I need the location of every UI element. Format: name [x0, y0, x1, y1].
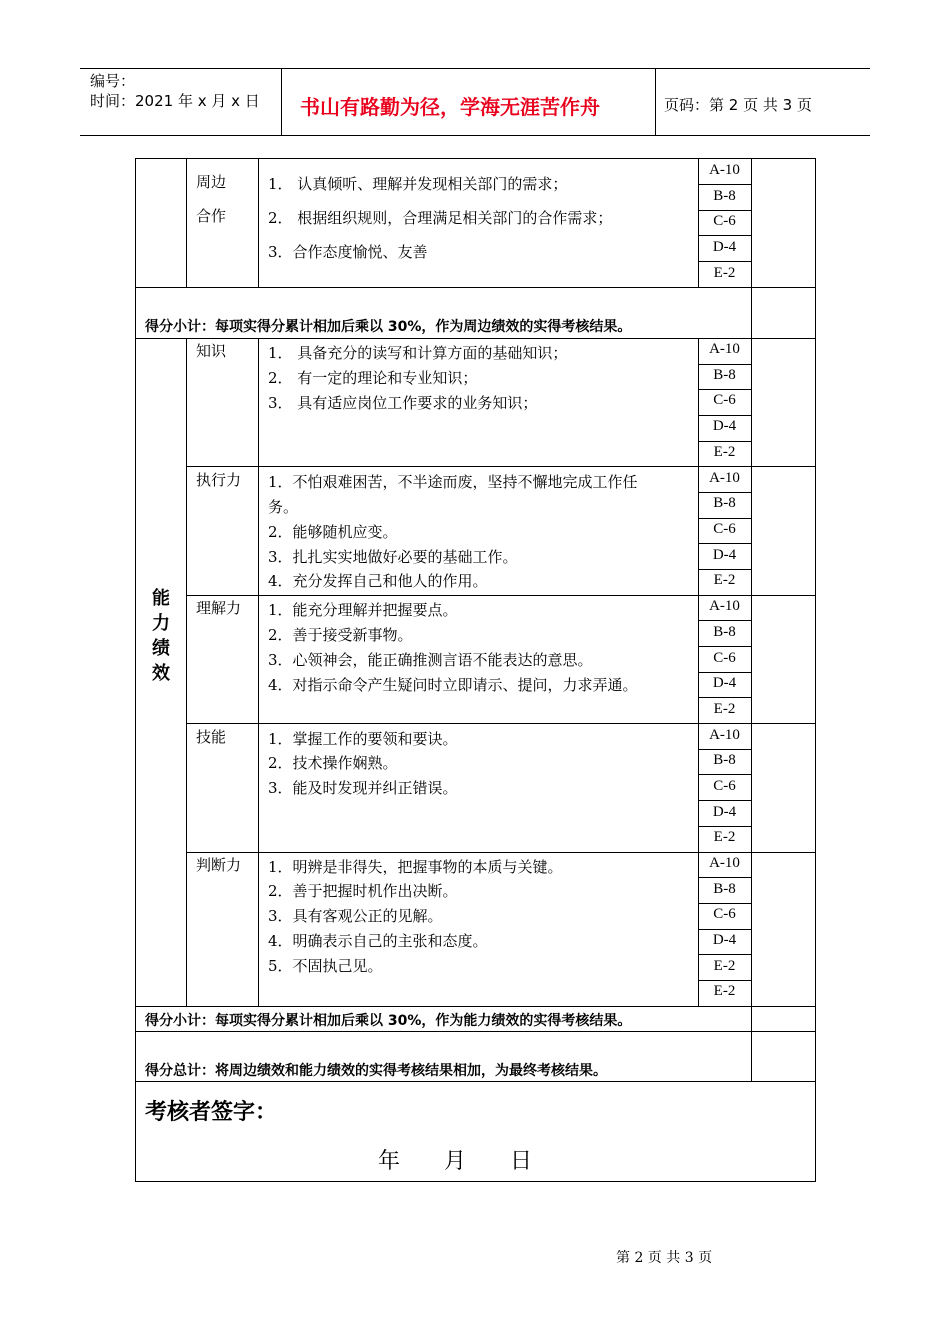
grade-cell: B-8 — [713, 624, 736, 640]
grade-cell: B-8 — [713, 188, 736, 204]
grade-cell: D-4 — [712, 239, 737, 255]
grade-cell: B-8 — [713, 752, 736, 768]
grand-total: 得分总计：将周边绩效和能力绩效的实得考核结果相加，为最终考核结果。 — [145, 1063, 607, 1079]
document-time-label: 时间：2021 年 x 月 x 日 — [90, 92, 260, 110]
execution-item: 3．扎扎实实地做好必要的基础工作。 — [268, 548, 518, 566]
header-page-number: 页码：第 2 页 共 3 页 — [664, 96, 812, 114]
grade-cell: A-10 — [709, 341, 740, 357]
peripheral-item: 1． 认真倾听、理解并发现相关部门的需求； — [268, 175, 568, 193]
grade-cell: B-8 — [713, 367, 736, 383]
skills-item: 3．能及时发现并纠正错误。 — [268, 779, 458, 797]
skills-item: 1．掌握工作的要领和要诀。 — [268, 730, 458, 748]
comprehension-item: 1．能充分理解并把握要点。 — [268, 601, 458, 619]
grade-cell: B-8 — [713, 495, 736, 511]
execution-item: 务。 — [268, 498, 299, 516]
execution-item: 4．充分发挥自己和他人的作用。 — [268, 572, 488, 590]
judgment-item: 3．具有客观公正的见解。 — [268, 907, 443, 925]
grade-cell: E-2 — [713, 701, 736, 717]
peripheral-title-line2: 合作 — [196, 207, 227, 225]
document-number-label: 编号： — [90, 72, 136, 90]
grade-cell: D-4 — [712, 547, 737, 563]
grade-cell: E-2 — [713, 444, 736, 460]
section-title-comprehension: 理解力 — [196, 599, 242, 617]
section-title-judgment: 判断力 — [196, 856, 242, 874]
grade-cell: A-10 — [709, 162, 740, 178]
grade-cell: E-2 — [713, 265, 736, 281]
grade-cell: E-2 — [713, 572, 736, 588]
grade-cell: D-4 — [712, 932, 737, 948]
grade-cell: E-2 — [713, 983, 736, 999]
knowledge-item: 3． 具有适应岗位工作要求的业务知识； — [268, 394, 538, 412]
judgment-item: 5．不固执己见。 — [268, 957, 383, 975]
peripheral-item: 3．合作态度愉悦、友善 — [268, 243, 428, 261]
peripheral-title-line1: 周边 — [196, 173, 227, 191]
grade-cell: A-10 — [709, 855, 740, 871]
grade-cell: B-8 — [713, 881, 736, 897]
grade-cell: D-4 — [712, 675, 737, 691]
grade-cell: C-6 — [713, 392, 736, 408]
grade-cell: E-2 — [713, 958, 736, 974]
header-motto: 书山有路勤为径，学海无涯苦作舟 — [300, 95, 600, 119]
grade-cell: C-6 — [713, 906, 736, 922]
grade-cell: D-4 — [712, 804, 737, 820]
judgment-item: 4．明确表示自己的主张和态度。 — [268, 932, 488, 950]
grade-cell: A-10 — [709, 598, 740, 614]
peripheral-item: 2． 根据组织规则，合理满足相关部门的合作需求； — [268, 209, 613, 227]
grade-cell: C-6 — [713, 650, 736, 666]
grade-cell: C-6 — [713, 778, 736, 794]
execution-item: 1．不怕艰难困苦，不半途而废，坚持不懈地完成工作任 — [268, 473, 638, 491]
comprehension-item: 4．对指示命令产生疑问时立即请示、提问，力求弄通。 — [268, 676, 638, 694]
footer-page-number: 第 2 页 共 3 页 — [616, 1250, 713, 1266]
section-title-skills: 技能 — [196, 728, 227, 746]
knowledge-item: 1． 具备充分的读写和计算方面的基础知识； — [268, 344, 568, 362]
signature-date: 年 月 日 — [378, 1149, 533, 1174]
comprehension-item: 3．心领神会，能正确推测言语不能表达的意思。 — [268, 651, 593, 669]
judgment-item: 2．善于把握时机作出决断。 — [268, 882, 458, 900]
section-title-execution: 执行力 — [196, 471, 242, 489]
section-title-knowledge: 知识 — [196, 342, 227, 360]
comprehension-item: 2．善于接受新事物。 — [268, 626, 413, 644]
grade-cell: D-4 — [712, 418, 737, 434]
skills-item: 2．技术操作娴熟。 — [268, 754, 398, 772]
grade-cell: C-6 — [713, 521, 736, 537]
reviewer-signature-label: 考核者签字： — [145, 1100, 278, 1125]
grade-cell: A-10 — [709, 470, 740, 486]
grade-cell: C-6 — [713, 213, 736, 229]
knowledge-item: 2． 有一定的理论和专业知识； — [268, 369, 478, 387]
grade-cell: A-10 — [709, 727, 740, 743]
execution-item: 2．能够随机应变。 — [268, 523, 398, 541]
grade-cell: E-2 — [713, 829, 736, 845]
ability-category-label: 能力绩效 — [152, 588, 170, 684]
peripheral-subtotal: 得分小计：每项实得分累计相加后乘以 30%，作为周边绩效的实得考核结果。 — [145, 319, 632, 335]
judgment-item: 1．明辨是非得失，把握事物的本质与关键。 — [268, 858, 563, 876]
ability-subtotal: 得分小计：每项实得分累计相加后乘以 30%，作为能力绩效的实得考核结果。 — [145, 1013, 632, 1029]
